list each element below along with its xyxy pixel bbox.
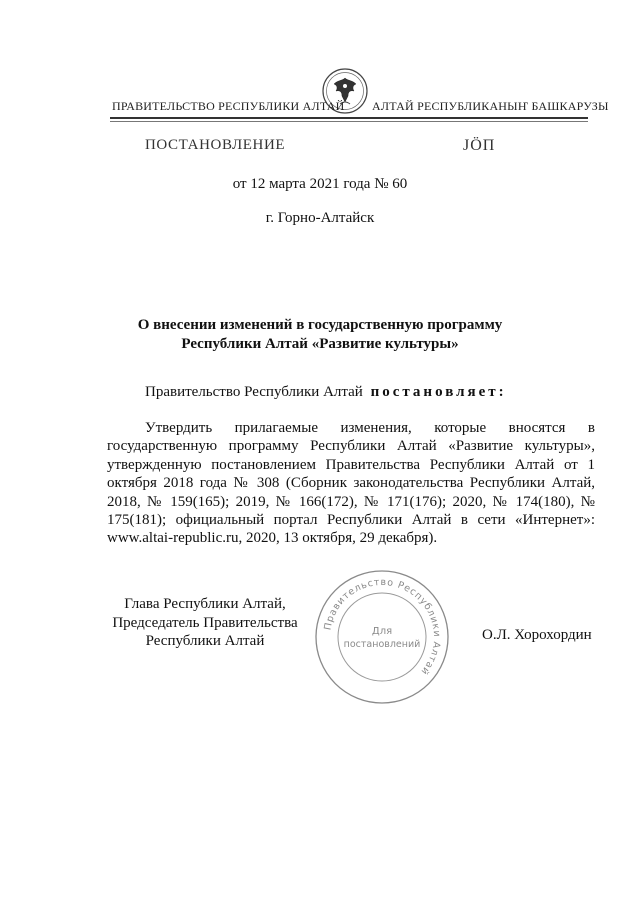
signatory-line-2: Председатель Правительства: [112, 614, 298, 631]
seal-center-line-1: Для: [371, 626, 393, 637]
date-line: от 12 марта 2021 года № 60: [232, 176, 408, 192]
doc-type-altai: ЈÖП: [463, 137, 496, 154]
header-rule: [110, 117, 588, 119]
title-line-1: О внесении изменений в государственную программу: [137, 317, 503, 333]
seal-center-line-2: постановлений: [343, 639, 421, 650]
signatory-line-3: Республики Алтай: [145, 633, 265, 649]
signatory-title: [110, 595, 300, 651]
official-seal-stamp: [313, 568, 451, 706]
header-rule-thin: [110, 121, 588, 122]
preamble-verb: постановляет:: [370, 384, 507, 400]
org-name-altai: АЛТАЙ РЕСПУБЛИКАНЫҤ БАШКАРУЗЫ: [372, 99, 609, 113]
body-paragraph: Утвердить прилагаемые изменения, которые вносятся в государственную программу Республики Алтай «Развитие культуры», утвержденную постановлением Правительства Республики Алтай от 1 октября 2018 года № 308 (Сборник законодательства Республики Алтай, 2018, № 159(165); 2019, № 166(172), № 171(176); 2020, № 174(180), № 175(181); официальный портал Республики Алтай в сети «Интернет»: www.altai-republic.ru, 2020, 13 октября, 29 декабря).: [107, 420, 595, 547]
signatory-line-1: Глава Республики Алтай,: [124, 596, 286, 612]
title-line-2: Республики Алтай «Развитие культуры»: [181, 336, 459, 352]
org-name-russian: ПРАВИТЕЛЬСТВО РЕСПУБЛИКИ АЛТАЙ: [112, 99, 345, 113]
preamble-subject: Правительство Республики Алтай: [145, 384, 363, 400]
doc-type-russian: ПОСТАНОВЛЕНИЕ: [145, 137, 286, 153]
signatory-name: О.Л. Хорохордин: [482, 627, 592, 643]
city-line: г. Горно-Алтайск: [265, 210, 375, 226]
document-title: [0, 316, 640, 354]
preamble: [145, 384, 507, 401]
seal-ring-text: Правительство Республики Алтай: [322, 576, 443, 678]
